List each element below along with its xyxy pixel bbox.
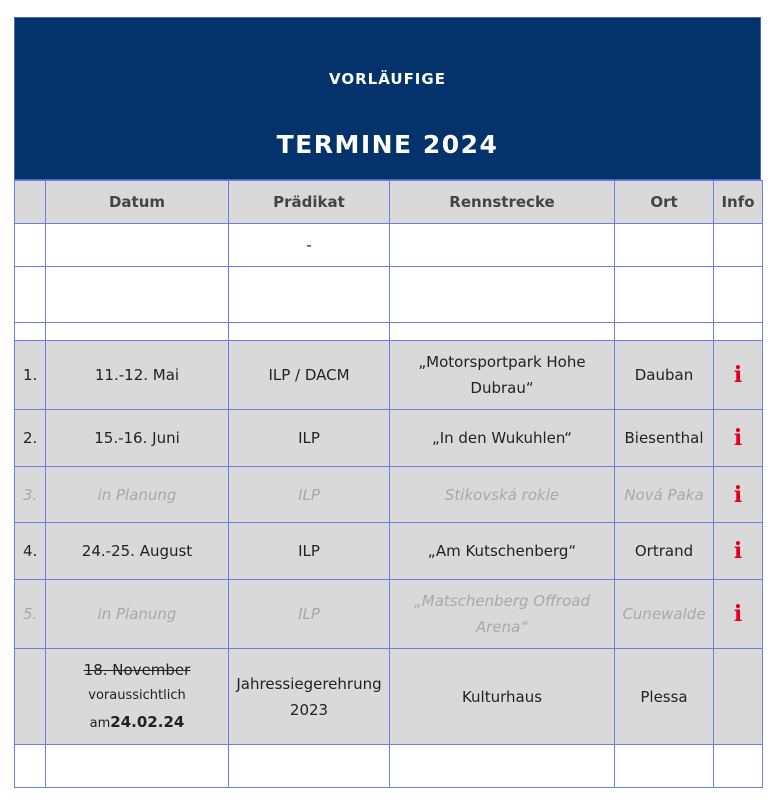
event-track: „Motorsportpark Hohe Dubrau“ — [390, 341, 615, 410]
award-venue: Kulturhaus — [390, 649, 615, 745]
event-praedikat: ILP — [229, 467, 390, 523]
header-ort: Ort — [615, 181, 714, 224]
info-icon[interactable]: i — [714, 341, 763, 410]
title-line-1: VORLÄUFIGE — [329, 70, 446, 88]
event-location: Biesenthal — [615, 410, 714, 467]
new-date: 24.02.24 — [110, 712, 185, 731]
table-row — [15, 649, 763, 745]
event-number: 2. — [15, 410, 46, 467]
table-row — [15, 580, 763, 649]
event-praedikat: ILP — [229, 410, 390, 467]
table-row — [15, 410, 763, 467]
table-row — [15, 267, 763, 323]
event-track: „Matschenberg Offroad Arena“ — [390, 580, 615, 649]
title-banner — [14, 17, 761, 180]
award-title: Jahressiegerehrung 2023 — [229, 649, 390, 745]
event-number: 1. — [15, 341, 46, 410]
award-location: Plessa — [615, 649, 714, 745]
event-number: 5. — [15, 580, 46, 649]
header-datum: Datum — [46, 181, 229, 224]
bottom-divider — [14, 787, 762, 788]
title-line-2: TERMINE 2024 — [276, 130, 499, 159]
placeholder-dash: - — [229, 224, 390, 267]
table-row — [15, 523, 763, 580]
header-praedikat: Prädikat — [229, 181, 390, 224]
table-row — [15, 341, 763, 410]
event-number: 4. — [15, 523, 46, 580]
award-date-cell — [46, 649, 229, 745]
event-location: Dauban — [615, 341, 714, 410]
table-row — [15, 224, 763, 267]
event-track: Stikovská rokle — [390, 467, 615, 523]
date-note: voraussichtlich — [88, 687, 186, 703]
table-row — [15, 323, 763, 341]
event-date: in Planung — [46, 580, 229, 649]
event-date: 15.-16. Juni — [46, 410, 229, 467]
event-location: Nová Paka — [615, 467, 714, 523]
info-icon[interactable]: i — [714, 410, 763, 467]
header-num — [15, 181, 46, 224]
event-track: „In den Wukuhlen“ — [390, 410, 615, 467]
event-praedikat: ILP / DACM — [229, 341, 390, 410]
old-date: 18. November — [83, 660, 191, 679]
table-header-row — [15, 181, 763, 224]
event-praedikat: ILP — [229, 523, 390, 580]
info-icon[interactable]: i — [714, 523, 763, 580]
event-location: Cunewalde — [615, 580, 714, 649]
table-row — [15, 467, 763, 523]
event-date: in Planung — [46, 467, 229, 523]
header-rennstrecke: Rennstrecke — [390, 181, 615, 224]
event-praedikat: ILP — [229, 580, 390, 649]
event-track: „Am Kutschenberg“ — [390, 523, 615, 580]
table-row — [15, 745, 763, 788]
event-date: 24.-25. August — [46, 523, 229, 580]
new-date-line — [49, 709, 225, 737]
event-location: Ortrand — [615, 523, 714, 580]
info-icon[interactable]: i — [714, 580, 763, 649]
schedule-table — [14, 180, 763, 788]
event-date: 11.-12. Mai — [46, 341, 229, 410]
date-prefix: am — [89, 715, 111, 731]
event-number: 3. — [15, 467, 46, 523]
header-info: Info — [714, 181, 763, 224]
info-icon[interactable]: i — [714, 467, 763, 523]
